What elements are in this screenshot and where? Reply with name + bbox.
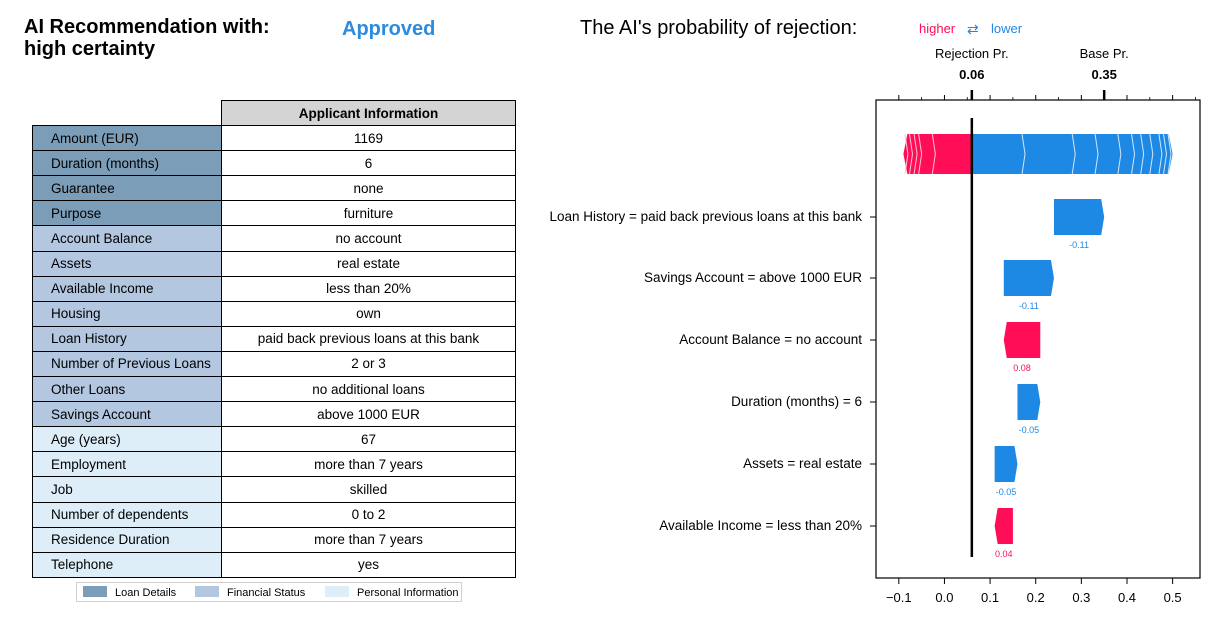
- feature-name-cell: Job: [33, 477, 222, 502]
- feature-name-cell: Duration (months): [33, 151, 222, 176]
- direction-legend-lower: lower: [991, 21, 1023, 36]
- rejection-marker-label: Rejection Pr.: [934, 46, 1009, 61]
- feature-name-cell: Residence Duration: [33, 527, 222, 552]
- feature-name-cell: Savings Account: [33, 402, 222, 427]
- table-header: Applicant Information: [222, 101, 516, 126]
- direction-legend-arrows-icon: ⇄: [967, 21, 979, 37]
- feature-bar: [995, 508, 1013, 544]
- feature-value-cell: 2 or 3: [222, 351, 516, 376]
- feature-name-cell: Age (years): [33, 427, 222, 452]
- feature-value-cell: furniture: [222, 201, 516, 226]
- feature-bar-value-label: -0.11: [1018, 301, 1039, 311]
- chart-title: The AI's probability of rejection:: [580, 17, 858, 39]
- rejection-marker-value: 0.06: [959, 67, 985, 82]
- feature-value-cell: less than 20%: [222, 276, 516, 301]
- feature-value-cell: real estate: [222, 251, 516, 276]
- legend-label-loan-details: Loan Details: [115, 587, 177, 599]
- feature-category-label: Loan History = paid back previous loans at this bank: [549, 209, 862, 224]
- feature-value-cell: none: [222, 176, 516, 201]
- feature-category-label: Savings Account = above 1000 EUR: [643, 270, 862, 285]
- recommendation-colon: :: [263, 16, 270, 38]
- feature-name-cell: Available Income: [33, 276, 222, 301]
- feature-name-cell: Housing: [33, 301, 222, 326]
- feature-bar-value-label: -0.05: [1018, 425, 1040, 435]
- summary-bar-positive: [903, 134, 971, 174]
- feature-value-cell: no additional loans: [222, 377, 516, 402]
- feature-name-cell: Telephone: [33, 552, 222, 577]
- feature-value-cell: above 1000 EUR: [222, 402, 516, 427]
- feature-value-cell: 0 to 2: [222, 502, 516, 527]
- x-tick-label: 0.3: [1072, 590, 1091, 605]
- feature-name-cell: Purpose: [33, 201, 222, 226]
- x-tick-label: −0.1: [885, 590, 912, 605]
- x-tick-label: 0.2: [1026, 590, 1045, 605]
- feature-value-cell: no account: [222, 226, 516, 251]
- feature-bar-value-label: -0.11: [1069, 240, 1090, 250]
- feature-bar: [1004, 260, 1054, 296]
- feature-name-cell: Guarantee: [33, 176, 222, 201]
- base-marker-label: Base Pr.: [1079, 46, 1129, 61]
- feature-value-cell: more than 7 years: [222, 527, 516, 552]
- feature-name-cell: Amount (EUR): [33, 126, 222, 151]
- feature-value-cell: skilled: [222, 477, 516, 502]
- x-tick-label: 0.4: [1117, 590, 1137, 605]
- feature-name-cell: Employment: [33, 452, 222, 477]
- feature-bar-value-label: 0.08: [1013, 363, 1031, 373]
- feature-category-label: Duration (months) = 6: [731, 394, 862, 409]
- feature-category-label: Available Income = less than 20%: [659, 518, 862, 533]
- feature-bar-value-label: -0.05: [995, 487, 1017, 497]
- feature-value-cell: more than 7 years: [222, 452, 516, 477]
- feature-value-cell: 1169: [222, 126, 516, 151]
- x-tick-label: 0.0: [935, 590, 954, 605]
- recommendation-label: AI Recommendation with high certainty: [24, 16, 263, 60]
- feature-value-cell: 67: [222, 427, 516, 452]
- feature-name-cell: Account Balance: [33, 226, 222, 251]
- feature-bar: [995, 446, 1018, 482]
- feature-bar: [1054, 199, 1104, 235]
- feature-bar: [1017, 384, 1040, 420]
- legend-label-financial-status: Financial Status: [227, 587, 306, 599]
- feature-name-cell: Number of Previous Loans: [33, 351, 222, 376]
- legend-label-personal-information: Personal Information: [357, 587, 459, 599]
- x-tick-label: 0.1: [981, 590, 1000, 605]
- feature-name-cell: Number of dependents: [33, 502, 222, 527]
- feature-value-cell: own: [222, 301, 516, 326]
- recommendation-decision: Approved: [342, 18, 436, 40]
- feature-name-cell: Other Loans: [33, 377, 222, 402]
- base-marker-value: 0.35: [1091, 67, 1117, 82]
- feature-name-cell: Assets: [33, 251, 222, 276]
- feature-name-cell: Loan History: [33, 326, 222, 351]
- feature-bar-value-label: 0.04: [995, 549, 1013, 559]
- summary-bar-negative: [972, 134, 1173, 174]
- feature-category-label: Account Balance = no account: [679, 332, 862, 347]
- feature-category-label: Assets = real estate: [743, 456, 862, 471]
- feature-bar: [1004, 322, 1041, 358]
- feature-value-cell: yes: [222, 552, 516, 577]
- feature-value-cell: 6: [222, 151, 516, 176]
- feature-value-cell: paid back previous loans at this bank: [222, 326, 516, 351]
- direction-legend-higher: higher: [919, 21, 956, 36]
- x-tick-label: 0.5: [1163, 590, 1182, 605]
